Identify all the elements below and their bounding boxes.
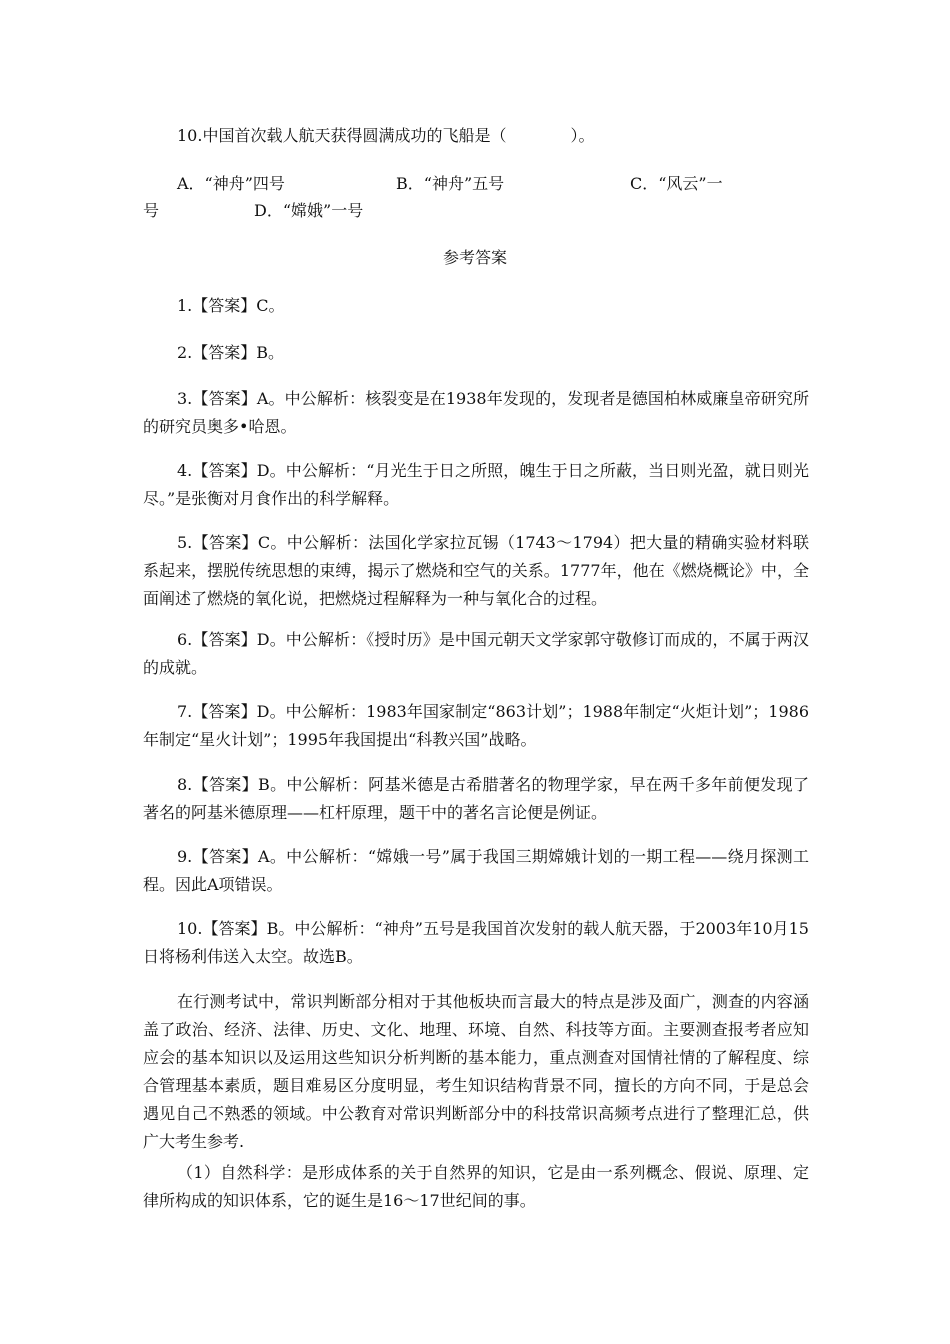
option-b: B．“神舟”五号 <box>396 174 505 193</box>
option-a: A．“神舟”四号 <box>177 174 285 193</box>
point-1-natural-science: （1）自然科学：是形成体系的关于自然界的知识，它是由一系列概念、假说、原理、定律所构成的知识体系，它的诞生是16～17世纪间的事。 <box>143 1163 809 1210</box>
answer-1: 1.【答案】C。 <box>177 296 285 315</box>
answer-10: 10.【答案】B。中公解析：“神舟”五号是我国首次发射的载人航天器，于2003年10月15日将杨利伟送入太空。故选B。 <box>143 919 809 966</box>
intro-paragraph: 在行测考试中，常识判断部分相对于其他板块而言最大的特点是涉及面广，测查的内容涵盖了政治、经济、法律、历史、文化、地理、环境、自然、科技等方面。主要测查报考者应知应会的基本知识以及运用这些知识分析判断的基本能力，重点测查对国情社情的了解程度、综合管理基本素质，题目难易区分度明显，考生知识结构背景不同，擅长的方向不同，于是总会遇见自己不熟悉的领域。中公教育对常识判断部分中的科技常识高频考点进行了整理汇总，供广大考生参考. <box>143 992 809 1151</box>
answer-6: 6.【答案】D。中公解析：《授时历》是中国元朝天文学家郭守敬修订而成的，不属于两汉的成就。 <box>143 630 809 677</box>
option-c-wrap: 号 <box>143 201 160 220</box>
answer-5: 5.【答案】C。中公解析：法国化学家拉瓦锡（1743～1794）把大量的精确实验材料联系起来，摆脱传统思想的束缚，揭示了燃烧和空气的关系。1777年，他在《燃烧概论》中，全面阐述了燃烧的氧化说，把燃烧过程解释为一种与氧化合的过程。 <box>143 533 809 608</box>
answer-3: 3.【答案】A。中公解析：核裂变是在1938年发现的，发现者是德国柏林威廉皇帝研究所的研究员奥多•哈恩。 <box>143 389 809 436</box>
option-c: C．“风云”一 <box>630 174 723 193</box>
answer-9: 9.【答案】A。中公解析：“嫦娥一号”属于我国三期嫦娥计划的一期工程——绕月探测工程。因此A项错误。 <box>143 847 809 894</box>
answer-8: 8.【答案】B。中公解析：阿基米德是古希腊著名的物理学家，早在两千多年前便发现了著名的阿基米德原理——杠杆原理，题干中的著名言论便是例证。 <box>143 775 809 822</box>
question-10-stem: 10.中国首次载人航天获得圆满成功的飞船是（ ）。 <box>177 126 595 145</box>
option-d: D．“嫦娥”一号 <box>254 201 364 220</box>
answers-title: 参考答案 <box>442 248 507 267</box>
answer-7: 7.【答案】D。中公解析：1983年国家制定“863计划”；1988年制定“火炬计划”；1986年制定“星火计划”；1995年我国提出“科教兴国”战略。 <box>143 702 809 749</box>
answer-4: 4.【答案】D。中公解析：“月光生于日之所照，魄生于日之所蔽，当日则光盈，就日则光尽。”是张衡对月食作出的科学解释。 <box>143 461 809 508</box>
answer-2: 2.【答案】B。 <box>177 343 285 362</box>
